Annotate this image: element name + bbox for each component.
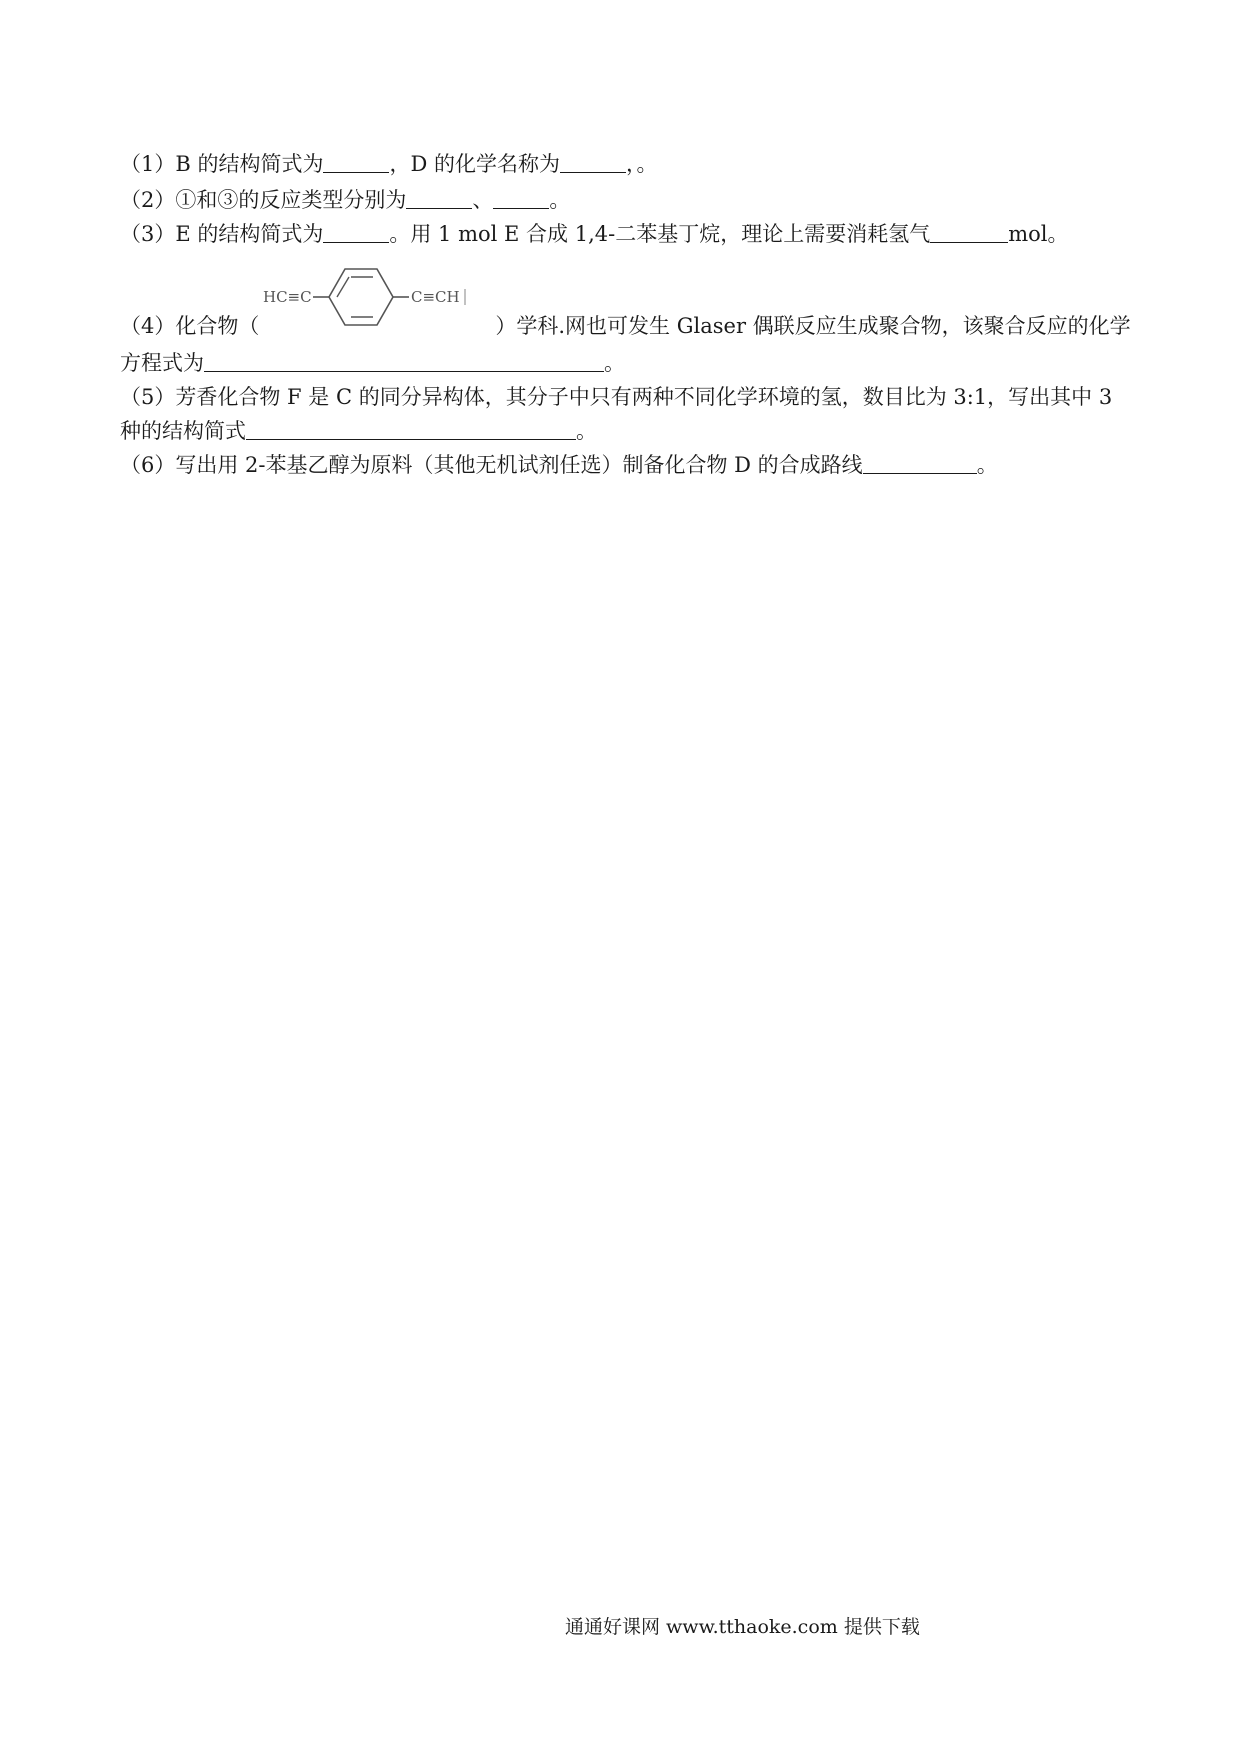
structure-left-label: HC≡C (263, 288, 312, 306)
question-5 (120, 383, 1112, 411)
question-3 (120, 220, 1069, 248)
question-1-prefix: （1）B 的结构简式为 (120, 152, 324, 176)
answer-blank[interactable] (323, 152, 389, 173)
answer-blank[interactable] (560, 152, 626, 173)
question-5-line1: （5）芳香化合物 F 是 C 的同分异构体，其分子中只有两种不同化学环境的氢，数目比为 3:1，写出其中 3 (120, 385, 1113, 409)
question-3-prefix: （3）E 的结构简式为 (120, 222, 324, 246)
question-5-line2-suffix: 。 (576, 419, 597, 443)
structure-right-label: C≡CH (411, 288, 460, 306)
question-1-suffix: ，。 (625, 152, 658, 176)
question-2-prefix: （2）①和③的反应类型分别为 (120, 188, 407, 212)
footer-attribution: 通通好课网 www.tthaoke.com 提供下载 (565, 1616, 920, 1638)
question-1 (120, 150, 657, 178)
question-3-mid: 。用 1 mol E 合成 1,4-二苯基丁烷，理论上需要消耗氢气 (389, 222, 931, 246)
question-6-prefix: （6）写出用 2-苯基乙醇为原料（其他无机试剂任选）制备化合物 D 的合成路线 (120, 453, 863, 477)
question-6 (120, 451, 998, 479)
question-4-line2-suffix: 。 (604, 351, 625, 375)
chemical-structure (259, 288, 495, 337)
answer-blank[interactable] (406, 188, 472, 209)
question-2-suffix: 。 (549, 188, 571, 212)
question-4-line2-prefix: 方程式为 (120, 351, 204, 375)
question-2-mid: 、 (472, 188, 494, 212)
question-5-line-2 (120, 417, 597, 445)
answer-blank[interactable] (246, 419, 576, 440)
question-2 (120, 186, 570, 214)
question-4-suffix: ）学科.网也可发生 Glaser 偶联反应生成聚合物，该聚合反应的化学 (495, 314, 1131, 338)
question-3-suffix: mol。 (1008, 222, 1069, 246)
answer-blank[interactable] (930, 222, 1008, 243)
answer-blank[interactable] (493, 188, 549, 209)
question-5-line2-prefix: 种的结构简式 (120, 419, 246, 443)
question-1-mid: ，D 的化学名称为 (389, 152, 560, 176)
answer-blank[interactable] (323, 222, 389, 243)
question-4 (120, 288, 1131, 340)
diethynylbenzene-structure (259, 257, 495, 337)
question-6-suffix: 。 (976, 453, 998, 477)
answer-blank[interactable] (204, 351, 604, 372)
answer-blank[interactable] (863, 453, 977, 474)
question-4-prefix: （4）化合物（ (120, 314, 260, 338)
question-4-line-2 (120, 349, 625, 377)
